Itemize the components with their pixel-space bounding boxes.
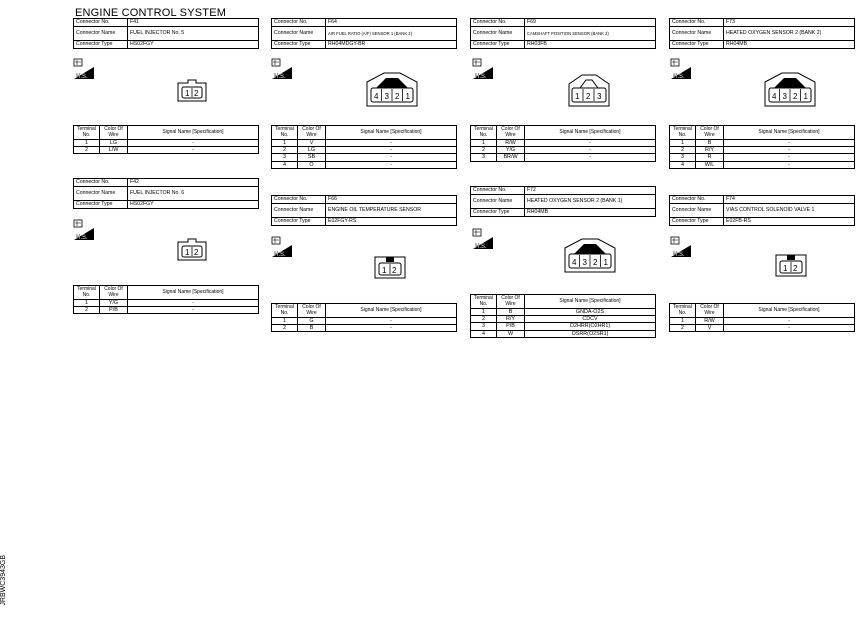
connector-f64 [271, 18, 457, 49]
pin-label: 2 [793, 264, 798, 273]
signal: - [326, 318, 457, 325]
terminal: 2 [74, 307, 100, 314]
wire-color: Y/G [100, 300, 128, 307]
hs-icon [670, 236, 692, 258]
connector-type: RH04MB [525, 209, 656, 217]
connector-icon [566, 72, 612, 108]
hs-icon [670, 58, 692, 80]
hs-icon [472, 228, 494, 250]
header: Signal Name [Specification] [128, 286, 259, 300]
pin-label: 1 [575, 92, 580, 101]
signal: - [326, 154, 457, 161]
pin-label: 4 [572, 258, 577, 267]
header: Terminal No. [74, 286, 100, 300]
label: Connector Name [74, 27, 128, 41]
pin-table-f74 [669, 303, 855, 332]
connector-info-table [73, 18, 259, 49]
wire-color: LG [298, 147, 326, 154]
wire-color: Y/G [497, 147, 525, 154]
terminal: 1 [471, 140, 497, 147]
wire-color: W [497, 330, 525, 337]
label: Connector Name [272, 27, 326, 41]
signal: - [128, 300, 259, 307]
label: Connector Name [670, 204, 724, 218]
connector-icon [773, 252, 809, 278]
pin-table-f69 [470, 125, 656, 162]
connector-no: F72 [525, 187, 656, 195]
signal: - [724, 140, 855, 147]
hs-label: H.S. [76, 235, 88, 241]
page-title: ENGINE CONTROL SYSTEM [75, 7, 227, 19]
connector-type: RH04MDGY-BR [326, 41, 457, 49]
label: Connector No. [471, 19, 525, 27]
wire-color: W/L [696, 161, 724, 168]
signal: - [128, 307, 259, 314]
pin-label: 4 [374, 92, 379, 101]
table-row [670, 161, 855, 168]
connector-icon [175, 237, 209, 263]
table-row [272, 147, 457, 154]
connector-no: F41 [128, 19, 259, 27]
signal: O2HRR(O2HR1) [525, 323, 656, 330]
wire-color: BR/W [497, 154, 525, 161]
terminal: 1 [272, 140, 298, 147]
connector-name: CAMSHAFT POSITION SENSOR (BANK 2) [525, 27, 656, 41]
hs-icon [472, 58, 494, 80]
hs-label: H.S. [274, 252, 286, 258]
connector-no: F66 [326, 196, 457, 204]
terminal: 3 [670, 154, 696, 161]
label: Connector No. [670, 196, 724, 204]
pin-label: 4 [772, 92, 777, 101]
label: Connector No. [74, 179, 128, 187]
connector-type: E02FGY-RS [326, 218, 457, 226]
pin-label: 2 [395, 92, 400, 101]
hs-icon [271, 58, 293, 80]
connector-icon [364, 70, 420, 108]
connector-f73 [669, 18, 855, 49]
label: Connector No. [471, 187, 525, 195]
connector-icon [372, 254, 408, 280]
hs-label: H.S. [475, 74, 487, 80]
table-row [272, 325, 457, 332]
terminal: 3 [272, 154, 298, 161]
wire-color: LG [100, 140, 128, 147]
label: Connector Type [272, 218, 326, 226]
pin-label: 3 [384, 92, 389, 101]
table-row [272, 140, 457, 147]
signal: - [525, 140, 656, 147]
header: Color Of Wire [497, 295, 525, 309]
pin-label: 1 [603, 258, 608, 267]
connector-f42 [73, 178, 259, 209]
signal: - [128, 147, 259, 154]
signal: - [724, 318, 855, 325]
table-row [670, 147, 855, 154]
connector-type: HS02FGY [128, 201, 259, 209]
header: Signal Name [Specification] [326, 304, 457, 318]
signal: - [525, 154, 656, 161]
wire-color: SB [298, 154, 326, 161]
signal: GNDA-O2S [525, 309, 656, 316]
connector-type: HS02FGY [128, 41, 259, 49]
connector-icon [175, 78, 209, 104]
connector-type: RH03FB [525, 41, 656, 49]
header: Signal Name [Specification] [724, 126, 855, 140]
wire-color: P/B [497, 323, 525, 330]
wire-color: O [298, 161, 326, 168]
table-row [670, 140, 855, 147]
wire-color: R/W [497, 140, 525, 147]
connector-name: ENGINE OIL TEMPERATURE SENSOR [326, 204, 457, 218]
label: Connector No. [670, 19, 724, 27]
connector-f69 [470, 18, 656, 49]
label: Connector Type [74, 201, 128, 209]
pin-label: 2 [392, 266, 397, 275]
connector-no: F42 [128, 179, 259, 187]
table-row [74, 307, 259, 314]
table-row [74, 147, 259, 154]
header: Terminal No. [670, 126, 696, 140]
connector-name: FUEL INJECTOR No. 6 [128, 187, 259, 201]
terminal: 2 [74, 147, 100, 154]
wire-color: R/W [696, 318, 724, 325]
pin-table-f42 [73, 285, 259, 314]
hs-icon [271, 236, 293, 258]
label: Connector Name [272, 204, 326, 218]
label: Connector No. [74, 19, 128, 27]
connector-no: F73 [724, 19, 855, 27]
pin-label: 1 [405, 92, 410, 101]
hs-icon [73, 219, 95, 241]
label: Connector Type [670, 41, 724, 49]
wire-color: R [696, 154, 724, 161]
wire-color: V [298, 140, 326, 147]
connector-f72 [470, 186, 656, 217]
terminal: 1 [74, 140, 100, 147]
signal: OSRR(O2SR1) [525, 330, 656, 337]
pin-label: 3 [597, 92, 602, 101]
signal: - [525, 147, 656, 154]
pin-table-f64 [271, 125, 457, 169]
connector-icon [562, 236, 618, 274]
header: Terminal No. [272, 304, 298, 318]
wire-color: R/Y [497, 316, 525, 323]
header: Color Of Wire [497, 126, 525, 140]
terminal: 1 [272, 318, 298, 325]
signal: - [128, 140, 259, 147]
signal: - [326, 161, 457, 168]
table-row [471, 154, 656, 161]
connector-type: RH04MB [724, 41, 855, 49]
connector-no: F69 [525, 19, 656, 27]
label: Connector Type [272, 41, 326, 49]
wire-color: B [696, 140, 724, 147]
header: Color Of Wire [696, 126, 724, 140]
label: Connector Name [670, 27, 724, 41]
header: Color Of Wire [100, 126, 128, 140]
connector-f41 [73, 18, 259, 49]
pin-label: 2 [194, 248, 199, 257]
terminal: 2 [471, 147, 497, 154]
table-row [670, 318, 855, 325]
terminal: 3 [471, 323, 497, 330]
wire-color: R/Y [696, 147, 724, 154]
table-row [471, 309, 656, 316]
pin-label: 3 [582, 258, 587, 267]
pin-label: 2 [194, 89, 199, 98]
connector-no: F64 [326, 19, 457, 27]
pin-label: 1 [803, 92, 808, 101]
label: Connector Type [670, 218, 724, 226]
pin-label: 2 [793, 92, 798, 101]
connector-icon [762, 70, 818, 108]
header: Color Of Wire [298, 126, 326, 140]
pin-label: 1 [382, 266, 387, 275]
connector-f66 [271, 195, 457, 226]
terminal: 4 [670, 161, 696, 168]
label: Connector Name [471, 195, 525, 209]
terminal: 1 [670, 318, 696, 325]
terminal: 1 [74, 300, 100, 307]
terminal: 1 [670, 140, 696, 147]
header: Color Of Wire [696, 304, 724, 318]
label: Connector Type [471, 41, 525, 49]
hs-label: H.S. [673, 252, 685, 258]
hs-label: H.S. [475, 244, 487, 250]
header: Color Of Wire [100, 286, 128, 300]
header: Signal Name [Specification] [128, 126, 259, 140]
terminal: 3 [471, 154, 497, 161]
header: Color Of Wire [298, 304, 326, 318]
wire-color: V [696, 325, 724, 332]
table-row [272, 318, 457, 325]
hs-label: H.S. [274, 74, 286, 80]
table-row [74, 300, 259, 307]
header: Terminal No. [471, 126, 497, 140]
header: Signal Name [Specification] [724, 304, 855, 318]
label: Connector Type [74, 41, 128, 49]
table-row [74, 140, 259, 147]
table-row [272, 154, 457, 161]
pin-table-f66 [271, 303, 457, 332]
table-row [471, 316, 656, 323]
terminal: 2 [471, 316, 497, 323]
pin-table-f73 [669, 125, 855, 169]
signal: - [326, 140, 457, 147]
terminal: 2 [670, 325, 696, 332]
connector-no: F74 [724, 196, 855, 204]
table-row [670, 325, 855, 332]
table-row [670, 154, 855, 161]
table-row [471, 330, 656, 337]
label: Connector No. [272, 19, 326, 27]
terminal: 1 [471, 309, 497, 316]
signal: - [724, 147, 855, 154]
header: Terminal No. [74, 126, 100, 140]
wire-color: B [497, 309, 525, 316]
pin-label: 2 [593, 258, 598, 267]
pin-table-f72 [470, 294, 656, 338]
terminal: 4 [272, 161, 298, 168]
signal: - [724, 154, 855, 161]
terminal: 2 [272, 147, 298, 154]
pin-label: 1 [185, 89, 190, 98]
table-row [471, 140, 656, 147]
label: Connector Type [471, 209, 525, 217]
hs-label: H.S. [76, 74, 88, 80]
label: Connector No. [272, 196, 326, 204]
signal: - [326, 325, 457, 332]
signal: CDCV [525, 316, 656, 323]
connector-type: E02FB-RS [724, 218, 855, 226]
wire-color: G [298, 318, 326, 325]
diagram-code: JRBWC3943GB [0, 555, 7, 606]
header: Signal Name [Specification] [525, 295, 656, 309]
header: Signal Name [Specification] [525, 126, 656, 140]
table-row [471, 323, 656, 330]
pin-label: 2 [586, 92, 591, 101]
connector-name: HEATED OXYGEN SENSOR 2 (BANK 1) [525, 195, 656, 209]
pin-label: 3 [782, 92, 787, 101]
connector-name: FUEL INJECTOR No. 5 [128, 27, 259, 41]
signal: - [724, 325, 855, 332]
terminal: 2 [272, 325, 298, 332]
wire-color: L/W [100, 147, 128, 154]
terminal: 2 [670, 147, 696, 154]
header: Terminal No. [272, 126, 298, 140]
pin-table-f41 [73, 125, 259, 154]
connector-name: VIAS CONTROL SOLENOID VALVE 1 [724, 204, 855, 218]
signal: - [724, 161, 855, 168]
hs-label: H.S. [673, 74, 685, 80]
hs-icon [73, 58, 95, 80]
connector-name: AIR FUEL RATIO (A/F) SENSOR 1 (BANK 2) [326, 27, 457, 41]
wire-color: P/B [100, 307, 128, 314]
pin-label: 1 [185, 248, 190, 257]
connector-name: HEATED OXYGEN SENSOR 2 (BANK 2) [724, 27, 855, 41]
wire-color: B [298, 325, 326, 332]
header: Terminal No. [471, 295, 497, 309]
connector-f74 [669, 195, 855, 226]
header: Terminal No. [670, 304, 696, 318]
terminal: 4 [471, 330, 497, 337]
table-row [272, 161, 457, 168]
header: Signal Name [Specification] [326, 126, 457, 140]
label: Connector Name [471, 27, 525, 41]
label: Connector Name [74, 187, 128, 201]
signal: - [326, 147, 457, 154]
pin-label: 1 [783, 264, 788, 273]
table-row [471, 147, 656, 154]
